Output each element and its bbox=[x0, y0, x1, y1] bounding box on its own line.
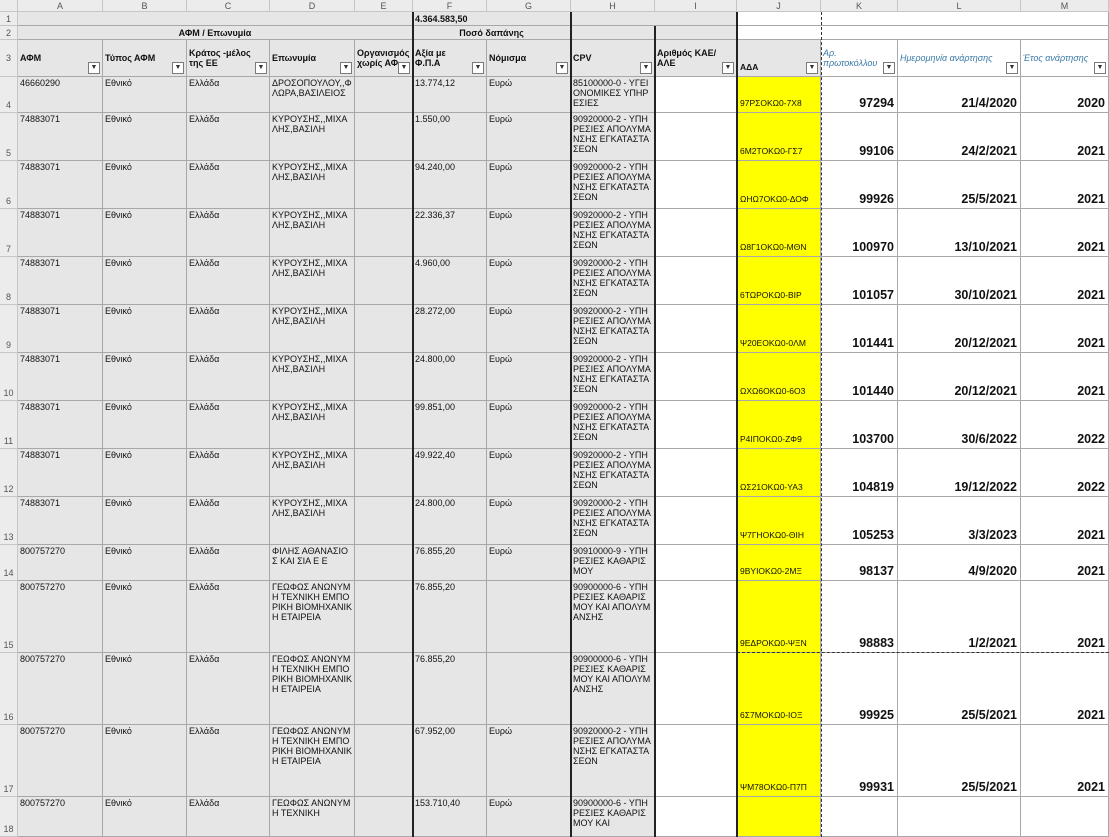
filter-dropdown-icon[interactable]: ▼ bbox=[398, 62, 410, 74]
cell-value[interactable]: 153.710,40 bbox=[413, 797, 487, 837]
cell-year[interactable]: 2021 bbox=[1021, 257, 1109, 305]
cell-country[interactable]: Ελλάδα bbox=[187, 161, 270, 209]
cell-protocol[interactable]: 98883 bbox=[821, 581, 898, 653]
header-label: ΑΔΑ bbox=[740, 62, 759, 72]
cell-h1-i1[interactable] bbox=[571, 12, 737, 26]
cell-year[interactable]: 2021 bbox=[1021, 209, 1109, 257]
cell-afm-type[interactable]: Εθνικό bbox=[103, 209, 187, 257]
header-protocol[interactable] bbox=[821, 40, 898, 77]
cell-cpv[interactable]: 90920000-2 - ΥΠΗΡΕΣΙΕΣ ΑΠΟΛΥΜΑΝΣΗΣ ΕΓΚΑΤΑΣΤΑΣΕΩΝ bbox=[571, 209, 655, 257]
cell-a1-e1[interactable] bbox=[18, 12, 413, 26]
cell-country[interactable]: Ελλάδα bbox=[187, 581, 270, 653]
header-label: CPV bbox=[573, 53, 592, 63]
cell-currency[interactable]: Ευρώ bbox=[487, 305, 571, 353]
cell-date[interactable]: 25/5/2021 bbox=[898, 725, 1021, 797]
cell-date[interactable]: 30/6/2022 bbox=[898, 401, 1021, 449]
cell-country[interactable]: Ελλάδα bbox=[187, 545, 270, 581]
cell-value[interactable]: 28.272,00 bbox=[413, 305, 487, 353]
cell-country[interactable]: Ελλάδα bbox=[187, 305, 270, 353]
row-header-4[interactable]: 4 bbox=[0, 77, 18, 113]
cell-cpv[interactable]: 90920000-2 - ΥΠΗΡΕΣΙΕΣ ΑΠΟΛΥΜΑΝΣΗΣ ΕΓΚΑΤΑΣΤΑΣΕΩΝ bbox=[571, 449, 655, 497]
cell-j2-m2[interactable] bbox=[737, 26, 1109, 40]
header-afm[interactable] bbox=[18, 40, 103, 77]
cell-cpv[interactable]: 90920000-2 - ΥΠΗΡΕΣΙΕΣ ΑΠΟΛΥΜΑΝΣΗΣ ΕΓΚΑΤΑΣΤΑΣΕΩΝ bbox=[571, 401, 655, 449]
cell-currency[interactable]: Ευρώ bbox=[487, 257, 571, 305]
cell-ada[interactable]: ΩΗΩ7ΟΚΩ0-ΔΟΦ bbox=[737, 161, 821, 209]
cell-name[interactable]: ΓΕΩΦΩΣ ΑΝΩΝΥΜΗ ΤΕΧΝΙΚΗ bbox=[270, 797, 355, 837]
cell-name[interactable]: ΚΥΡΟΥΣΗΣ,,ΜΙΧΑΛΗΣ,ΒΑΣΙΛΗ bbox=[270, 161, 355, 209]
cell-name[interactable]: ΚΥΡΟΥΣΗΣ,,ΜΙΧΑΛΗΣ,ΒΑΣΙΛΗ bbox=[270, 497, 355, 545]
column-header-b[interactable]: B bbox=[103, 0, 187, 12]
cell-value[interactable]: 67.952,00 bbox=[413, 725, 487, 797]
cell-name[interactable]: ΚΥΡΟΥΣΗΣ,,ΜΙΧΑΛΗΣ,ΒΑΣΙΛΗ bbox=[270, 449, 355, 497]
cell-currency[interactable]: Ευρώ bbox=[487, 77, 571, 113]
cell-cpv[interactable]: 90910000-9 - ΥΠΗΡΕΣΙΕΣ ΚΑΘΑΡΙΣΜΟΥ bbox=[571, 545, 655, 581]
row-header-5[interactable]: 5 bbox=[0, 113, 18, 161]
header-label: ΑΦΜ bbox=[20, 53, 42, 63]
row-header-10[interactable]: 10 bbox=[0, 353, 18, 401]
row-header-15[interactable]: 15 bbox=[0, 581, 18, 653]
cell-ada[interactable]: ΩΣ21ΟΚΩ0-ΥΑ3 bbox=[737, 449, 821, 497]
header-label: Ημερομηνία ανάρτησης bbox=[900, 53, 993, 63]
cell-currency[interactable]: Ευρώ bbox=[487, 725, 571, 797]
header-currency[interactable] bbox=[487, 40, 571, 77]
cell-date[interactable]: 13/10/2021 bbox=[898, 209, 1021, 257]
cell-afm-type[interactable]: Εθνικό bbox=[103, 581, 187, 653]
cell-afm[interactable]: 800757270 bbox=[18, 545, 103, 581]
cell-protocol[interactable]: 101057 bbox=[821, 257, 898, 305]
cell-protocol[interactable]: 99926 bbox=[821, 161, 898, 209]
column-border-line bbox=[570, 12, 572, 837]
cell-protocol[interactable]: 101440 bbox=[821, 353, 898, 401]
row-header-18[interactable]: 18 bbox=[0, 797, 18, 837]
column-header-a[interactable]: A bbox=[18, 0, 103, 12]
cell-country[interactable]: Ελλάδα bbox=[187, 77, 270, 113]
cell-afm-type[interactable]: Εθνικό bbox=[103, 497, 187, 545]
cell-country[interactable]: Ελλάδα bbox=[187, 209, 270, 257]
column-border-line bbox=[736, 12, 738, 837]
cell-cpv[interactable]: 90920000-2 - ΥΠΗΡΕΣΙΕΣ ΑΠΟΛΥΜΑΝΣΗΣ ΕΓΚΑΤΑΣΤΑΣΕΩΝ bbox=[571, 497, 655, 545]
cell-name[interactable]: ΚΥΡΟΥΣΗΣ,,ΜΙΧΑΛΗΣ,ΒΑΣΙΛΗ bbox=[270, 305, 355, 353]
cell-org[interactable] bbox=[355, 209, 413, 257]
cell-protocol[interactable]: 104819 bbox=[821, 449, 898, 497]
cell-kae[interactable] bbox=[655, 305, 737, 353]
cell-i2[interactable] bbox=[655, 26, 737, 40]
cell-date[interactable]: 1/2/2021 bbox=[898, 581, 1021, 653]
filter-dropdown-icon[interactable]: ▼ bbox=[722, 62, 734, 74]
cell-afm-type[interactable]: Εθνικό bbox=[103, 161, 187, 209]
cell-date[interactable]: 25/5/2021 bbox=[898, 161, 1021, 209]
cell-org[interactable] bbox=[355, 77, 413, 113]
row-header-13[interactable]: 13 bbox=[0, 497, 18, 545]
cell-currency[interactable]: Ευρώ bbox=[487, 209, 571, 257]
cell-afm[interactable]: 74883071 bbox=[18, 113, 103, 161]
cell-date[interactable]: 20/12/2021 bbox=[898, 353, 1021, 401]
page-break-line bbox=[821, 12, 822, 837]
header-post-year[interactable] bbox=[1021, 40, 1109, 77]
cell-date[interactable]: 25/5/2021 bbox=[898, 653, 1021, 725]
cell-protocol[interactable]: 105253 bbox=[821, 497, 898, 545]
column-border-line bbox=[654, 26, 656, 837]
cell-ada[interactable]: ΨΜ78ΟΚΩ0-Π7Π bbox=[737, 725, 821, 797]
cell-year[interactable]: 2021 bbox=[1021, 497, 1109, 545]
cell-ada[interactable]: ΩΧΩ6ΟΚΩ0-6Ο3 bbox=[737, 353, 821, 401]
column-border-line bbox=[412, 12, 414, 837]
row-header-11[interactable]: 11 bbox=[0, 401, 18, 449]
cell-year[interactable]: 2020 bbox=[1021, 77, 1109, 113]
column-header-g[interactable]: G bbox=[487, 0, 571, 12]
cell-protocol[interactable]: 97294 bbox=[821, 77, 898, 113]
header-label: Νόμισμα bbox=[489, 53, 527, 63]
header-label: Οργανισμός χωρίς ΑΦ bbox=[357, 48, 410, 68]
cell-country[interactable]: Ελλάδα bbox=[187, 257, 270, 305]
cell-afm-type[interactable]: Εθνικό bbox=[103, 725, 187, 797]
header-ada[interactable] bbox=[737, 40, 821, 77]
cell-afm-type[interactable]: Εθνικό bbox=[103, 353, 187, 401]
column-header-d[interactable]: D bbox=[270, 0, 355, 12]
cell-afm[interactable]: 74883071 bbox=[18, 257, 103, 305]
cell-ada[interactable]: 97ΡΣΟΚΩ0-7Χ8 bbox=[737, 77, 821, 113]
cell-value[interactable]: 24.800,00 bbox=[413, 353, 487, 401]
cell-name[interactable]: ΚΥΡΟΥΣΗΣ,,ΜΙΧΑΛΗΣ,ΒΑΣΙΛΗ bbox=[270, 353, 355, 401]
cell-year[interactable]: 2022 bbox=[1021, 449, 1109, 497]
cell-ada[interactable]: 9ΒΥΙΟΚΩ0-2ΜΞ bbox=[737, 545, 821, 581]
cell-value[interactable]: 76.855,20 bbox=[413, 653, 487, 725]
cell-year[interactable]: 2021 bbox=[1021, 581, 1109, 653]
filter-dropdown-icon[interactable]: ▼ bbox=[172, 62, 184, 74]
cell-h2[interactable] bbox=[571, 26, 655, 40]
filter-dropdown-icon[interactable]: ▼ bbox=[1006, 62, 1018, 74]
cell-afm-type[interactable]: Εθνικό bbox=[103, 449, 187, 497]
cell-date[interactable]: 4/9/2020 bbox=[898, 545, 1021, 581]
cell-kae[interactable] bbox=[655, 209, 737, 257]
cell-kae[interactable] bbox=[655, 353, 737, 401]
cell-ada[interactable]: 9ΕΔΡΟΚΩ0-ΨΞΝ bbox=[737, 581, 821, 653]
cell-cpv[interactable]: 90920000-2 - ΥΠΗΡΕΣΙΕΣ ΑΠΟΛΥΜΑΝΣΗΣ ΕΓΚΑΤΑΣΤΑΣΕΩΝ bbox=[571, 161, 655, 209]
header-kae[interactable] bbox=[655, 40, 737, 77]
cell-afm[interactable]: 800757270 bbox=[18, 581, 103, 653]
cell-value[interactable]: 22.336,37 bbox=[413, 209, 487, 257]
row-header-2[interactable]: 2 bbox=[0, 26, 18, 40]
cell-currency[interactable]: Ευρώ bbox=[487, 449, 571, 497]
cell-afm-type[interactable]: Εθνικό bbox=[103, 305, 187, 353]
cell-year[interactable]: 2022 bbox=[1021, 401, 1109, 449]
header-label: Τύπος ΑΦΜ bbox=[105, 53, 156, 63]
cell-currency[interactable]: Ευρώ bbox=[487, 401, 571, 449]
cell-kae[interactable] bbox=[655, 581, 737, 653]
cell-afm-type[interactable]: Εθνικό bbox=[103, 401, 187, 449]
row-header-7[interactable]: 7 bbox=[0, 209, 18, 257]
cell-kae[interactable] bbox=[655, 725, 737, 797]
cell-date[interactable]: 3/3/2023 bbox=[898, 497, 1021, 545]
cell-ada[interactable]: 6ΤΩΡΟΚΩ0-ΒΙΡ bbox=[737, 257, 821, 305]
cell-country[interactable]: Ελλάδα bbox=[187, 449, 270, 497]
cell-country[interactable]: Ελλάδα bbox=[187, 725, 270, 797]
cell-org[interactable] bbox=[355, 353, 413, 401]
cell-protocol[interactable] bbox=[821, 797, 898, 837]
cell-name[interactable]: ΚΥΡΟΥΣΗΣ,,ΜΙΧΑΛΗΣ,ΒΑΣΙΛΗ bbox=[270, 113, 355, 161]
header-name[interactable] bbox=[270, 40, 355, 77]
cell-cpv[interactable]: 90920000-2 - ΥΠΗΡΕΣΙΕΣ ΑΠΟΛΥΜΑΝΣΗΣ ΕΓΚΑΤΑΣΤΑΣΕΩΝ bbox=[571, 353, 655, 401]
cell-year[interactable]: 2021 bbox=[1021, 653, 1109, 725]
cell-afm[interactable]: 46660290 bbox=[18, 77, 103, 113]
cell-org[interactable] bbox=[355, 725, 413, 797]
cell-ada[interactable]: Ψ20ΕΟΚΩ0-0ΛΜ bbox=[737, 305, 821, 353]
cell-value[interactable]: 76.855,20 bbox=[413, 581, 487, 653]
cell-afm[interactable]: 74883071 bbox=[18, 209, 103, 257]
amount-group-header[interactable]: Ποσό δαπάνης bbox=[413, 26, 571, 40]
cell-org[interactable] bbox=[355, 545, 413, 581]
cell-currency[interactable]: Ευρώ bbox=[487, 545, 571, 581]
header-org-no-afm[interactable] bbox=[355, 40, 413, 77]
cell-ada[interactable] bbox=[737, 797, 821, 837]
cell-ada[interactable]: Ψ7ΓΗΟΚΩ0-ΘΙΗ bbox=[737, 497, 821, 545]
cell-afm[interactable]: 74883071 bbox=[18, 305, 103, 353]
cell-value[interactable]: 13.774,12 bbox=[413, 77, 487, 113]
cell-country[interactable]: Ελλάδα bbox=[187, 797, 270, 837]
row-header-1[interactable]: 1 bbox=[0, 12, 18, 26]
cell-kae[interactable] bbox=[655, 449, 737, 497]
cell-value[interactable]: 4.960,00 bbox=[413, 257, 487, 305]
cell-date[interactable]: 19/12/2022 bbox=[898, 449, 1021, 497]
column-header-m[interactable]: M bbox=[1021, 0, 1109, 12]
row-header-6[interactable]: 6 bbox=[0, 161, 18, 209]
cell-value[interactable]: 94.240,00 bbox=[413, 161, 487, 209]
filter-dropdown-icon[interactable]: ▼ bbox=[88, 62, 100, 74]
cell-name[interactable]: ΓΕΩΦΩΣ ΑΝΩΝΥΜΗ ΤΕΧΝΙΚΗ ΕΜΠΟΡΙΚΗ ΒΙΟΜΗΧΑΝΙΚΗ ΕΤΑΙΡΕΙΑ bbox=[270, 653, 355, 725]
cell-name[interactable]: ΓΕΩΦΩΣ ΑΝΩΝΥΜΗ ΤΕΧΝΙΚΗ ΕΜΠΟΡΙΚΗ ΒΙΟΜΗΧΑΝΙΚΗ ΕΤΑΙΡΕΙΑ bbox=[270, 581, 355, 653]
cell-name[interactable]: ΦΙΛΗΣ ΑΘΑΝΑΣΙΟΣ ΚΑΙ ΣΙΑ Ε Ε bbox=[270, 545, 355, 581]
cell-date[interactable] bbox=[898, 797, 1021, 837]
cell-ada[interactable]: 6Μ2ΤΟΚΩ0-ΓΣ7 bbox=[737, 113, 821, 161]
cell-cpv[interactable]: 85100000-0 - ΥΓΕΙΟΝΟΜΙΚΕΣ ΥΠΗΡΕΣΙΕΣ bbox=[571, 77, 655, 113]
column-header-h[interactable]: H bbox=[571, 0, 655, 12]
cell-year[interactable]: 2021 bbox=[1021, 113, 1109, 161]
cell-cpv[interactable]: 90900000-6 - ΥΠΗΡΕΣΙΕΣ ΚΑΘΑΡΙΣΜΟΥ ΚΑΙ ΑΠΟΛΥΜΑΝΣΗΣ bbox=[571, 653, 655, 725]
filter-dropdown-icon[interactable]: ▼ bbox=[340, 62, 352, 74]
cell-org[interactable] bbox=[355, 581, 413, 653]
header-label: Κράτος -μέλος της ΕΕ bbox=[189, 48, 251, 68]
row-header-17[interactable]: 17 bbox=[0, 725, 18, 797]
cell-cpv[interactable]: 90920000-2 - ΥΠΗΡΕΣΙΕΣ ΑΠΟΛΥΜΑΝΣΗΣ ΕΓΚΑΤΑΣΤΑΣΕΩΝ bbox=[571, 725, 655, 797]
cell-afm-type[interactable]: Εθνικό bbox=[103, 797, 187, 837]
header-member-state[interactable] bbox=[187, 40, 270, 77]
cell-year[interactable]: 2021 bbox=[1021, 545, 1109, 581]
cell-ada[interactable]: 6Σ7ΜΟΚΩ0-ΙΟΞ bbox=[737, 653, 821, 725]
filter-dropdown-icon[interactable]: ▼ bbox=[1094, 62, 1106, 74]
filter-dropdown-icon[interactable]: ▼ bbox=[255, 62, 267, 74]
cell-ada[interactable]: Ρ4ΙΠΟΚΩ0-ΖΦ9 bbox=[737, 401, 821, 449]
column-header-f[interactable]: F bbox=[413, 0, 487, 12]
header-value-vat[interactable] bbox=[413, 40, 487, 77]
column-header-c[interactable]: C bbox=[187, 0, 270, 12]
cell-date[interactable]: 30/10/2021 bbox=[898, 257, 1021, 305]
cell-afm-type[interactable]: Εθνικό bbox=[103, 113, 187, 161]
row-header-14[interactable]: 14 bbox=[0, 545, 18, 581]
cell-protocol[interactable]: 101441 bbox=[821, 305, 898, 353]
filter-dropdown-icon[interactable]: ▼ bbox=[883, 62, 895, 74]
row-header-16[interactable]: 16 bbox=[0, 653, 18, 725]
cell-protocol[interactable]: 98137 bbox=[821, 545, 898, 581]
cell-name[interactable]: ΔΡΟΣΟΠΟΥΛΟΥ,,ΦΛΩΡΑ,ΒΑΣΙΛΕΙΟΣ bbox=[270, 77, 355, 113]
cell-afm[interactable]: 74883071 bbox=[18, 401, 103, 449]
header-label: Αρ. πρωτοκόλλου bbox=[823, 48, 878, 68]
cell-protocol[interactable]: 103700 bbox=[821, 401, 898, 449]
row-header-8[interactable]: 8 bbox=[0, 257, 18, 305]
cell-org[interactable] bbox=[355, 161, 413, 209]
cell-value[interactable]: 24.800,00 bbox=[413, 497, 487, 545]
cell-kae[interactable] bbox=[655, 401, 737, 449]
cell-year[interactable]: 2021 bbox=[1021, 161, 1109, 209]
header-cpv[interactable] bbox=[571, 40, 655, 77]
cell-name[interactable]: ΓΕΩΦΩΣ ΑΝΩΝΥΜΗ ΤΕΧΝΙΚΗ ΕΜΠΟΡΙΚΗ ΒΙΟΜΗΧΑΝΙΚΗ ΕΤΑΙΡΕΙΑ bbox=[270, 725, 355, 797]
cell-kae[interactable] bbox=[655, 653, 737, 725]
cell-name[interactable]: ΚΥΡΟΥΣΗΣ,,ΜΙΧΑΛΗΣ,ΒΑΣΙΛΗ bbox=[270, 401, 355, 449]
cell-cpv[interactable]: 90920000-2 - ΥΠΗΡΕΣΙΕΣ ΑΠΟΛΥΜΑΝΣΗΣ ΕΓΚΑΤΑΣΤΑΣΕΩΝ bbox=[571, 305, 655, 353]
cell-org[interactable] bbox=[355, 449, 413, 497]
total-amount-cell[interactable]: 4.364.583,50 bbox=[413, 12, 571, 26]
cell-afm[interactable]: 74883071 bbox=[18, 497, 103, 545]
column-header-j[interactable]: J bbox=[737, 0, 821, 12]
cell-country[interactable]: Ελλάδα bbox=[187, 353, 270, 401]
filter-dropdown-icon[interactable]: ▼ bbox=[472, 62, 484, 74]
cell-afm[interactable]: 74883071 bbox=[18, 161, 103, 209]
header-label: Έτος ανάρτησης bbox=[1023, 53, 1089, 63]
cell-kae[interactable] bbox=[655, 797, 737, 837]
cell-kae[interactable] bbox=[655, 497, 737, 545]
cell-name[interactable]: ΚΥΡΟΥΣΗΣ,,ΜΙΧΑΛΗΣ,ΒΑΣΙΛΗ bbox=[270, 209, 355, 257]
cell-protocol[interactable]: 99925 bbox=[821, 653, 898, 725]
cell-currency[interactable] bbox=[487, 581, 571, 653]
cell-currency[interactable] bbox=[487, 653, 571, 725]
row-header-3[interactable]: 3 bbox=[0, 40, 18, 77]
cell-cpv[interactable]: 90920000-2 - ΥΠΗΡΕΣΙΕΣ ΑΠΟΛΥΜΑΝΣΗΣ ΕΓΚΑΤΑΣΤΑΣΕΩΝ bbox=[571, 257, 655, 305]
cell-value[interactable]: 1.550,00 bbox=[413, 113, 487, 161]
column-header-k[interactable]: K bbox=[821, 0, 898, 12]
cell-year[interactable]: 2021 bbox=[1021, 353, 1109, 401]
column-header-l[interactable]: L bbox=[898, 0, 1021, 12]
cell-kae[interactable] bbox=[655, 257, 737, 305]
cell-afm-type[interactable]: Εθνικό bbox=[103, 77, 187, 113]
cell-cpv[interactable]: 90920000-2 - ΥΠΗΡΕΣΙΕΣ ΑΠΟΛΥΜΑΝΣΗΣ ΕΓΚΑΤΑΣΤΑΣΕΩΝ bbox=[571, 113, 655, 161]
cell-country[interactable]: Ελλάδα bbox=[187, 497, 270, 545]
cell-kae[interactable] bbox=[655, 77, 737, 113]
cell-afm[interactable]: 800757270 bbox=[18, 797, 103, 837]
cell-protocol[interactable]: 99931 bbox=[821, 725, 898, 797]
cell-afm-type[interactable]: Εθνικό bbox=[103, 257, 187, 305]
header-label: Αξία με Φ.Π.Α bbox=[415, 48, 446, 68]
cell-currency[interactable]: Ευρώ bbox=[487, 797, 571, 837]
filter-dropdown-icon[interactable]: ▼ bbox=[556, 62, 568, 74]
cell-cpv[interactable]: 90900000-6 - ΥΠΗΡΕΣΙΕΣ ΚΑΘΑΡΙΣΜΟΥ ΚΑΙ bbox=[571, 797, 655, 837]
cell-kae[interactable] bbox=[655, 545, 737, 581]
cell-j1-m1[interactable] bbox=[737, 12, 1109, 26]
cell-kae[interactable] bbox=[655, 113, 737, 161]
cell-cpv[interactable]: 90900000-6 - ΥΠΗΡΕΣΙΕΣ ΚΑΘΑΡΙΣΜΟΥ ΚΑΙ ΑΠΟΛΥΜΑΝΣΗΣ bbox=[571, 581, 655, 653]
cell-date[interactable]: 21/4/2020 bbox=[898, 77, 1021, 113]
cell-afm[interactable]: 74883071 bbox=[18, 449, 103, 497]
cell-currency[interactable]: Ευρώ bbox=[487, 497, 571, 545]
cell-country[interactable]: Ελλάδα bbox=[187, 113, 270, 161]
cell-date[interactable]: 20/12/2021 bbox=[898, 305, 1021, 353]
header-post-date[interactable] bbox=[898, 40, 1021, 77]
cell-name[interactable]: ΚΥΡΟΥΣΗΣ,,ΜΙΧΑΛΗΣ,ΒΑΣΙΛΗ bbox=[270, 257, 355, 305]
column-header-e[interactable]: E bbox=[355, 0, 413, 12]
cell-year[interactable] bbox=[1021, 797, 1109, 837]
cell-currency[interactable]: Ευρώ bbox=[487, 353, 571, 401]
cell-year[interactable]: 2021 bbox=[1021, 725, 1109, 797]
cell-country[interactable]: Ελλάδα bbox=[187, 653, 270, 725]
cell-year[interactable]: 2021 bbox=[1021, 305, 1109, 353]
header-afm-type[interactable] bbox=[103, 40, 187, 77]
cell-value[interactable]: 99.851,00 bbox=[413, 401, 487, 449]
cell-currency[interactable]: Ευρώ bbox=[487, 113, 571, 161]
header-label: Επωνυμία bbox=[272, 53, 317, 63]
cell-org[interactable] bbox=[355, 305, 413, 353]
cell-org[interactable] bbox=[355, 653, 413, 725]
cell-afm-type[interactable]: Εθνικό bbox=[103, 653, 187, 725]
afm-group-header[interactable]: ΑΦΜ / Επωνυμία bbox=[18, 26, 413, 40]
filter-dropdown-icon[interactable]: ▼ bbox=[640, 62, 652, 74]
cell-protocol[interactable]: 100970 bbox=[821, 209, 898, 257]
cell-protocol[interactable]: 99106 bbox=[821, 113, 898, 161]
page-break-line bbox=[737, 652, 1109, 653]
cell-org[interactable] bbox=[355, 113, 413, 161]
cell-org[interactable] bbox=[355, 401, 413, 449]
select-all-corner[interactable] bbox=[0, 0, 18, 12]
cell-org[interactable] bbox=[355, 257, 413, 305]
cell-date[interactable]: 24/2/2021 bbox=[898, 113, 1021, 161]
cell-afm[interactable]: 800757270 bbox=[18, 653, 103, 725]
filter-dropdown-icon[interactable]: ▼ bbox=[806, 62, 818, 74]
cell-afm[interactable]: 74883071 bbox=[18, 353, 103, 401]
cell-value[interactable]: 76.855,20 bbox=[413, 545, 487, 581]
cell-ada[interactable]: Ω8Γ1ΟΚΩ0-ΜΘΝ bbox=[737, 209, 821, 257]
column-header-i[interactable]: I bbox=[655, 0, 737, 12]
cell-afm[interactable]: 800757270 bbox=[18, 725, 103, 797]
cell-org[interactable] bbox=[355, 797, 413, 837]
cell-afm-type[interactable]: Εθνικό bbox=[103, 545, 187, 581]
row-header-12[interactable]: 12 bbox=[0, 449, 18, 497]
cell-org[interactable] bbox=[355, 497, 413, 545]
cell-currency[interactable]: Ευρώ bbox=[487, 161, 571, 209]
row-header-9[interactable]: 9 bbox=[0, 305, 18, 353]
cell-kae[interactable] bbox=[655, 161, 737, 209]
cell-value[interactable]: 49.922,40 bbox=[413, 449, 487, 497]
header-label: Αριθμός ΚΑΕ/ΑΛΕ bbox=[657, 48, 717, 68]
cell-country[interactable]: Ελλάδα bbox=[187, 401, 270, 449]
